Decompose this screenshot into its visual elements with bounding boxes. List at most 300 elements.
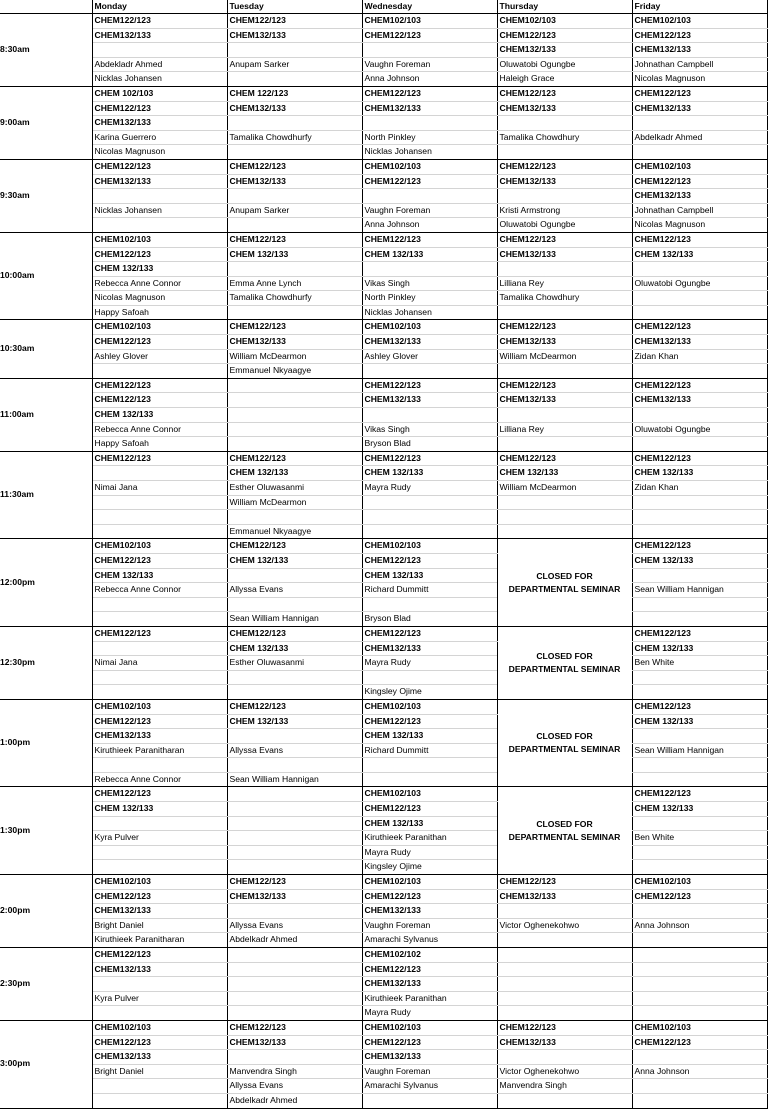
table-row	[0, 86, 767, 101]
table-row	[0, 918, 767, 933]
table-row	[0, 962, 767, 977]
schedule-cell-wednesday: CHEM122/123	[362, 174, 497, 189]
table-row	[0, 656, 767, 671]
schedule-cell-friday: CHEM 132/133	[632, 714, 767, 729]
table-row	[0, 1079, 767, 1094]
schedule-cell-friday	[632, 758, 767, 773]
schedule-cell-monday	[92, 670, 227, 685]
table-row	[0, 991, 767, 1006]
schedule-cell-tuesday: CHEM 132/133	[227, 641, 362, 656]
schedule-cell-friday	[632, 670, 767, 685]
schedule-cell-tuesday: Esther Oluwasanmi	[227, 656, 362, 671]
schedule-cell-tuesday	[227, 977, 362, 992]
schedule-cell-friday: CHEM122/123	[632, 626, 767, 641]
schedule-cell-monday: Rebecca Anne Connor	[92, 276, 227, 291]
schedule-cell-thursday: CHEM132/133	[497, 174, 632, 189]
schedule-cell-tuesday: CHEM122/123	[227, 320, 362, 335]
table-row	[0, 685, 767, 700]
table-row	[0, 393, 767, 408]
schedule-cell-wednesday: CHEM102/103	[362, 1020, 497, 1035]
schedule-cell-monday: CHEM132/133	[92, 904, 227, 919]
schedule-cell-monday: Rebecca Anne Connor	[92, 772, 227, 787]
schedule-cell-wednesday: CHEM122/123	[362, 1035, 497, 1050]
schedule-cell-tuesday: William McDearmon	[227, 349, 362, 364]
table-row	[0, 451, 767, 466]
closed-notice-thursday: CLOSED FOR DEPARTMENTAL SEMINAR	[497, 787, 632, 875]
schedule-cell-monday	[92, 189, 227, 204]
schedule-cell-wednesday: Kiruthieek Paranithan	[362, 831, 497, 846]
table-row	[0, 539, 767, 554]
schedule-cell-friday: Zidan Khan	[632, 349, 767, 364]
schedule-cell-wednesday	[362, 262, 497, 277]
schedule-cell-friday: Anna Johnson	[632, 918, 767, 933]
schedule-cell-tuesday	[227, 831, 362, 846]
time-slot-label: 12:00pm	[0, 539, 92, 627]
schedule-cell-friday: CHEM102/103	[632, 875, 767, 890]
schedule-cell-friday: Oluwatobi Ogungbe	[632, 422, 767, 437]
schedule-cell-monday: Ashley Glover	[92, 349, 227, 364]
schedule-cell-wednesday: Ashley Glover	[362, 349, 497, 364]
schedule-cell-monday	[92, 495, 227, 510]
schedule-cell-thursday: CHEM132/133	[497, 393, 632, 408]
schedule-cell-tuesday	[227, 1006, 362, 1021]
schedule-cell-friday: Oluwatobi Ogungbe	[632, 276, 767, 291]
schedule-cell-monday: CHEM122/123	[92, 14, 227, 29]
schedule-cell-tuesday: CHEM132/133	[227, 335, 362, 350]
table-row	[0, 977, 767, 992]
schedule-cell-thursday: CHEM132/133	[497, 247, 632, 262]
schedule-cell-monday: Nicolas Magnuson	[92, 291, 227, 306]
table-row	[0, 57, 767, 72]
schedule-cell-friday	[632, 962, 767, 977]
schedule-cell-tuesday	[227, 72, 362, 87]
schedule-cell-friday	[632, 408, 767, 423]
time-slot-label: 10:30am	[0, 320, 92, 378]
schedule-cell-wednesday	[362, 758, 497, 773]
schedule-cell-wednesday: Kingsley Ojime	[362, 860, 497, 875]
schedule-cell-thursday: William McDearmon	[497, 481, 632, 496]
schedule-cell-monday: CHEM122/123	[92, 451, 227, 466]
schedule-cell-friday	[632, 262, 767, 277]
schedule-cell-friday: Anna Johnson	[632, 1064, 767, 1079]
schedule-cell-wednesday: Mayra Rudy	[362, 845, 497, 860]
schedule-cell-friday: CHEM132/133	[632, 101, 767, 116]
schedule-cell-wednesday	[362, 364, 497, 379]
schedule-cell-tuesday: CHEM132/133	[227, 889, 362, 904]
schedule-cell-tuesday: Emma Anne Lynch	[227, 276, 362, 291]
schedule-cell-monday: CHEM122/123	[92, 335, 227, 350]
schedule-cell-friday: CHEM122/123	[632, 378, 767, 393]
schedule-cell-friday	[632, 772, 767, 787]
schedule-cell-tuesday: CHEM132/133	[227, 101, 362, 116]
day-header-monday: Monday	[92, 0, 227, 14]
schedule-cell-friday: CHEM122/123	[632, 232, 767, 247]
schedule-cell-friday	[632, 845, 767, 860]
schedule-cell-thursday: Victor Oghenekohwo	[497, 1064, 632, 1079]
schedule-cell-wednesday: Vaughn Foreman	[362, 203, 497, 218]
schedule-cell-tuesday: CHEM132/133	[227, 28, 362, 43]
table-row	[0, 247, 767, 262]
table-row	[0, 1006, 767, 1021]
schedule-cell-wednesday	[362, 408, 497, 423]
table-row	[0, 262, 767, 277]
schedule-cell-tuesday	[227, 393, 362, 408]
schedule-cell-wednesday	[362, 189, 497, 204]
schedule-cell-wednesday: CHEM132/133	[362, 641, 497, 656]
schedule-cell-thursday: Tamalika Chowdhury	[497, 291, 632, 306]
schedule-cell-monday: CHEM122/123	[92, 626, 227, 641]
schedule-cell-monday: Karina Guerrero	[92, 130, 227, 145]
schedule-cell-monday	[92, 845, 227, 860]
schedule-cell-friday: CHEM 132/133	[632, 247, 767, 262]
schedule-cell-friday: CHEM102/103	[632, 1020, 767, 1035]
schedule-cell-friday: CHEM122/123	[632, 699, 767, 714]
schedule-cell-tuesday	[227, 758, 362, 773]
schedule-cell-tuesday: Anupam Sarker	[227, 203, 362, 218]
schedule-cell-friday	[632, 904, 767, 919]
schedule-cell-thursday: Kristi Armstrong	[497, 203, 632, 218]
schedule-cell-tuesday	[227, 597, 362, 612]
schedule-cell-wednesday: Anna Johnson	[362, 72, 497, 87]
schedule-cell-wednesday: Bryson Blad	[362, 612, 497, 627]
table-row	[0, 14, 767, 29]
schedule-cell-tuesday: Manvendra Singh	[227, 1064, 362, 1079]
table-row	[0, 481, 767, 496]
schedule-cell-wednesday: CHEM 132/133	[362, 568, 497, 583]
schedule-cell-wednesday: CHEM132/133	[362, 101, 497, 116]
schedule-cell-tuesday	[227, 802, 362, 817]
schedule-cell-monday: CHEM 132/133	[92, 408, 227, 423]
schedule-cell-wednesday: Richard Dummitt	[362, 743, 497, 758]
schedule-cell-friday	[632, 1006, 767, 1021]
schedule-cell-tuesday: CHEM 132/133	[227, 466, 362, 481]
schedule-cell-thursday	[497, 305, 632, 320]
table-row	[0, 714, 767, 729]
schedule-cell-monday	[92, 524, 227, 539]
schedule-cell-wednesday: North Pinkley	[362, 291, 497, 306]
schedule-cell-wednesday: CHEM122/123	[362, 962, 497, 977]
schedule-cell-tuesday: Esther Oluwasanmi	[227, 481, 362, 496]
table-row	[0, 422, 767, 437]
schedule-cell-friday	[632, 729, 767, 744]
schedule-cell-friday	[632, 860, 767, 875]
schedule-cell-wednesday: Vaughn Foreman	[362, 1064, 497, 1079]
schedule-cell-thursday	[497, 364, 632, 379]
schedule-cell-thursday: CHEM122/123	[497, 1020, 632, 1035]
table-row	[0, 43, 767, 58]
schedule-cell-wednesday: CHEM122/123	[362, 28, 497, 43]
schedule-cell-wednesday: CHEM102/103	[362, 159, 497, 174]
time-slot-label: 11:30am	[0, 451, 92, 539]
schedule-cell-monday: Happy Safoah	[92, 437, 227, 452]
schedule-cell-wednesday: Vaughn Foreman	[362, 57, 497, 72]
table-row	[0, 583, 767, 598]
schedule-cell-monday: CHEM102/103	[92, 1020, 227, 1035]
header-row	[0, 0, 767, 14]
schedule-cell-friday: Ben White	[632, 831, 767, 846]
table-row	[0, 699, 767, 714]
table-row	[0, 743, 767, 758]
schedule-cell-tuesday: CHEM122/123	[227, 539, 362, 554]
schedule-cell-tuesday: Anupam Sarker	[227, 57, 362, 72]
schedule-cell-friday: CHEM102/103	[632, 159, 767, 174]
schedule-cell-thursday	[497, 1093, 632, 1108]
schedule-cell-tuesday	[227, 1050, 362, 1065]
table-row	[0, 1020, 767, 1035]
schedule-cell-thursday: Lilliana Rey	[497, 422, 632, 437]
schedule-cell-monday: CHEM132/133	[92, 174, 227, 189]
schedule-cell-friday	[632, 524, 767, 539]
time-slot-label: 3:00pm	[0, 1020, 92, 1108]
schedule-cell-wednesday: CHEM102/103	[362, 787, 497, 802]
schedule-cell-friday	[632, 510, 767, 525]
table-row	[0, 875, 767, 890]
schedule-cell-tuesday: Allyssa Evans	[227, 743, 362, 758]
schedule-cell-monday	[92, 597, 227, 612]
schedule-cell-monday: Rebecca Anne Connor	[92, 422, 227, 437]
schedule-cell-monday: CHEM 102/103	[92, 86, 227, 101]
schedule-cell-tuesday	[227, 948, 362, 963]
schedule-cell-thursday	[497, 977, 632, 992]
time-slot-label: 9:00am	[0, 86, 92, 159]
schedule-cell-monday: CHEM122/123	[92, 393, 227, 408]
time-slot-label: 12:30pm	[0, 626, 92, 699]
schedule-cell-monday: CHEM122/123	[92, 553, 227, 568]
schedule-cell-wednesday: Amarachi Sylvanus	[362, 1079, 497, 1094]
schedule-cell-wednesday: CHEM132/133	[362, 1050, 497, 1065]
schedule-cell-wednesday: Amarachi Sylvanus	[362, 933, 497, 948]
schedule-cell-wednesday: CHEM132/133	[362, 393, 497, 408]
table-row	[0, 845, 767, 860]
table-row	[0, 28, 767, 43]
schedule-cell-wednesday: Vikas Singh	[362, 276, 497, 291]
schedule-cell-monday: Abdekladr Ahmed	[92, 57, 227, 72]
schedule-cell-thursday: Lilliana Rey	[497, 276, 632, 291]
schedule-cell-tuesday: CHEM122/123	[227, 14, 362, 29]
schedule-cell-friday: CHEM102/103	[632, 14, 767, 29]
schedule-cell-monday	[92, 641, 227, 656]
schedule-cell-thursday	[497, 524, 632, 539]
schedule-cell-tuesday	[227, 510, 362, 525]
schedule-cell-tuesday: CHEM 132/133	[227, 553, 362, 568]
schedule-cell-friday: Sean William Hannigan	[632, 743, 767, 758]
schedule-cell-monday	[92, 1079, 227, 1094]
schedule-cell-tuesday: CHEM132/133	[227, 174, 362, 189]
schedule-cell-friday: Abdelkadr Ahmed	[632, 130, 767, 145]
table-row	[0, 437, 767, 452]
schedule-cell-tuesday	[227, 904, 362, 919]
schedule-cell-thursday: CHEM102/103	[497, 14, 632, 29]
schedule-cell-wednesday	[362, 43, 497, 58]
schedule-cell-tuesday: Sean William Hannigan	[227, 772, 362, 787]
table-row	[0, 276, 767, 291]
schedule-cell-tuesday: Sean William Hannigan	[227, 612, 362, 627]
schedule-cell-monday: Nicklas Johansen	[92, 72, 227, 87]
schedule-cell-wednesday: Vaughn Foreman	[362, 918, 497, 933]
schedule-cell-tuesday	[227, 568, 362, 583]
schedule-cell-friday: CHEM122/123	[632, 1035, 767, 1050]
schedule-cell-thursday: CHEM132/133	[497, 43, 632, 58]
table-row	[0, 320, 767, 335]
schedule-cell-thursday	[497, 991, 632, 1006]
schedule-cell-thursday	[497, 116, 632, 131]
table-row	[0, 524, 767, 539]
table-row	[0, 305, 767, 320]
schedule-cell-friday	[632, 685, 767, 700]
table-row	[0, 495, 767, 510]
schedule-cell-wednesday: CHEM122/123	[362, 714, 497, 729]
schedule-cell-wednesday: CHEM 132/133	[362, 247, 497, 262]
schedule-cell-wednesday: CHEM102/103	[362, 539, 497, 554]
schedule-cell-monday: Kyra Pulver	[92, 991, 227, 1006]
schedule-cell-tuesday	[227, 262, 362, 277]
schedule-cell-friday: CHEM 132/133	[632, 802, 767, 817]
schedule-cell-friday: CHEM122/123	[632, 889, 767, 904]
schedule-cell-wednesday: CHEM102/103	[362, 14, 497, 29]
schedule-cell-thursday: CHEM132/133	[497, 101, 632, 116]
schedule-cell-monday: CHEM 132/133	[92, 568, 227, 583]
table-row	[0, 174, 767, 189]
schedule-cell-friday: Zidan Khan	[632, 481, 767, 496]
schedule-cell-thursday: CHEM132/133	[497, 335, 632, 350]
time-slot-label: 1:00pm	[0, 699, 92, 787]
schedule-cell-wednesday: CHEM 132/133	[362, 729, 497, 744]
schedule-cell-friday	[632, 291, 767, 306]
schedule-cell-wednesday: Kiruthieek Paranithan	[362, 991, 497, 1006]
table-row	[0, 349, 767, 364]
schedule-cell-friday	[632, 1093, 767, 1108]
schedule-cell-monday	[92, 466, 227, 481]
schedule-cell-friday	[632, 116, 767, 131]
schedule-cell-wednesday: Nicklas Johansen	[362, 145, 497, 160]
schedule-cell-monday	[92, 218, 227, 233]
schedule-cell-monday	[92, 364, 227, 379]
schedule-cell-thursday: CHEM122/123	[497, 232, 632, 247]
schedule-cell-monday	[92, 816, 227, 831]
schedule-cell-monday: CHEM122/123	[92, 948, 227, 963]
schedule-cell-monday	[92, 1006, 227, 1021]
schedule-cell-friday: CHEM122/123	[632, 787, 767, 802]
schedule-cell-tuesday	[227, 845, 362, 860]
table-row	[0, 145, 767, 160]
day-header-thursday: Thursday	[497, 0, 632, 14]
schedule-cell-thursday	[497, 948, 632, 963]
schedule-cell-thursday: Haleigh Grace	[497, 72, 632, 87]
schedule-cell-tuesday: CHEM122/123	[227, 699, 362, 714]
schedule-cell-monday: CHEM132/133	[92, 962, 227, 977]
schedule-cell-thursday: CHEM122/123	[497, 28, 632, 43]
schedule-cell-tuesday	[227, 787, 362, 802]
schedule-cell-wednesday: CHEM102/103	[362, 699, 497, 714]
schedule-cell-tuesday: Emmanuel Nkyaagye	[227, 524, 362, 539]
schedule-cell-tuesday: Tamalika Chowdhurfy	[227, 291, 362, 306]
schedule-cell-monday: CHEM 132/133	[92, 262, 227, 277]
schedule-cell-wednesday	[362, 524, 497, 539]
schedule-cell-thursday: Manvendra Singh	[497, 1079, 632, 1094]
table-row	[0, 933, 767, 948]
table-row	[0, 130, 767, 145]
schedule-cell-tuesday	[227, 189, 362, 204]
schedule-cell-tuesday: Allyssa Evans	[227, 1079, 362, 1094]
schedule-cell-tuesday: CHEM122/123	[227, 1020, 362, 1035]
schedule-cell-thursday: CHEM122/123	[497, 875, 632, 890]
schedule-cell-tuesday: Tamalika Chowdhurfy	[227, 130, 362, 145]
table-row	[0, 729, 767, 744]
table-row	[0, 218, 767, 233]
schedule-cell-wednesday: CHEM132/133	[362, 904, 497, 919]
schedule-cell-friday: Nicolas Magnuson	[632, 218, 767, 233]
table-row	[0, 758, 767, 773]
schedule-cell-monday: CHEM132/133	[92, 729, 227, 744]
schedule-cell-thursday: CHEM132/133	[497, 1035, 632, 1050]
schedule-cell-monday: Kyra Pulver	[92, 831, 227, 846]
schedule-cell-wednesday: CHEM122/123	[362, 889, 497, 904]
schedule-cell-tuesday: CHEM132/133	[227, 1035, 362, 1050]
schedule-cell-wednesday	[362, 495, 497, 510]
schedule-cell-thursday	[497, 933, 632, 948]
schedule-cell-wednesday: CHEM102/103	[362, 320, 497, 335]
table-row	[0, 116, 767, 131]
table-row	[0, 1050, 767, 1065]
schedule-cell-monday: CHEM102/103	[92, 320, 227, 335]
schedule-cell-wednesday: Mayra Rudy	[362, 481, 497, 496]
schedule-cell-wednesday	[362, 116, 497, 131]
schedule-cell-monday: CHEM122/123	[92, 378, 227, 393]
schedule-cell-friday	[632, 1050, 767, 1065]
schedule-cell-wednesday: CHEM 132/133	[362, 466, 497, 481]
schedule-cell-friday: Johnathan Campbell	[632, 57, 767, 72]
schedule-cell-wednesday: Kingsley Ojime	[362, 685, 497, 700]
schedule-cell-thursday	[497, 904, 632, 919]
schedule-cell-tuesday	[227, 408, 362, 423]
schedule-cell-wednesday: Vikas Singh	[362, 422, 497, 437]
schedule-cell-friday	[632, 305, 767, 320]
schedule-cell-monday: CHEM 132/133	[92, 802, 227, 817]
schedule-cell-monday: CHEM122/123	[92, 1035, 227, 1050]
schedule-cell-thursday: Tamalika Chowdhury	[497, 130, 632, 145]
table-row	[0, 466, 767, 481]
table-row	[0, 408, 767, 423]
schedule-cell-friday: CHEM132/133	[632, 393, 767, 408]
table-row	[0, 948, 767, 963]
schedule-cell-tuesday	[227, 685, 362, 700]
schedule-cell-friday	[632, 364, 767, 379]
schedule-cell-tuesday	[227, 991, 362, 1006]
schedule-cell-thursday: William McDearmon	[497, 349, 632, 364]
schedule-cell-tuesday: Abdelkadr Ahmed	[227, 933, 362, 948]
schedule-cell-tuesday: CHEM122/123	[227, 626, 362, 641]
schedule-cell-wednesday	[362, 597, 497, 612]
schedule-cell-tuesday	[227, 729, 362, 744]
schedule-cell-wednesday	[362, 510, 497, 525]
schedule-cell-tuesday	[227, 305, 362, 320]
schedule-cell-wednesday: CHEM132/133	[362, 977, 497, 992]
schedule-cell-friday: Nicolas Magnuson	[632, 72, 767, 87]
schedule-cell-wednesday: CHEM122/123	[362, 802, 497, 817]
schedule-cell-tuesday	[227, 145, 362, 160]
schedule-cell-tuesday	[227, 860, 362, 875]
schedule-cell-monday: CHEM102/103	[92, 875, 227, 890]
table-row	[0, 291, 767, 306]
table-row	[0, 203, 767, 218]
schedule-cell-friday	[632, 612, 767, 627]
schedule-cell-thursday: CHEM122/123	[497, 451, 632, 466]
schedule-cell-thursday: Oluwatobi Ogungbe	[497, 57, 632, 72]
schedule-cell-friday: CHEM 132/133	[632, 466, 767, 481]
table-row	[0, 889, 767, 904]
schedule-cell-monday	[92, 612, 227, 627]
schedule-cell-tuesday: CHEM 132/133	[227, 714, 362, 729]
